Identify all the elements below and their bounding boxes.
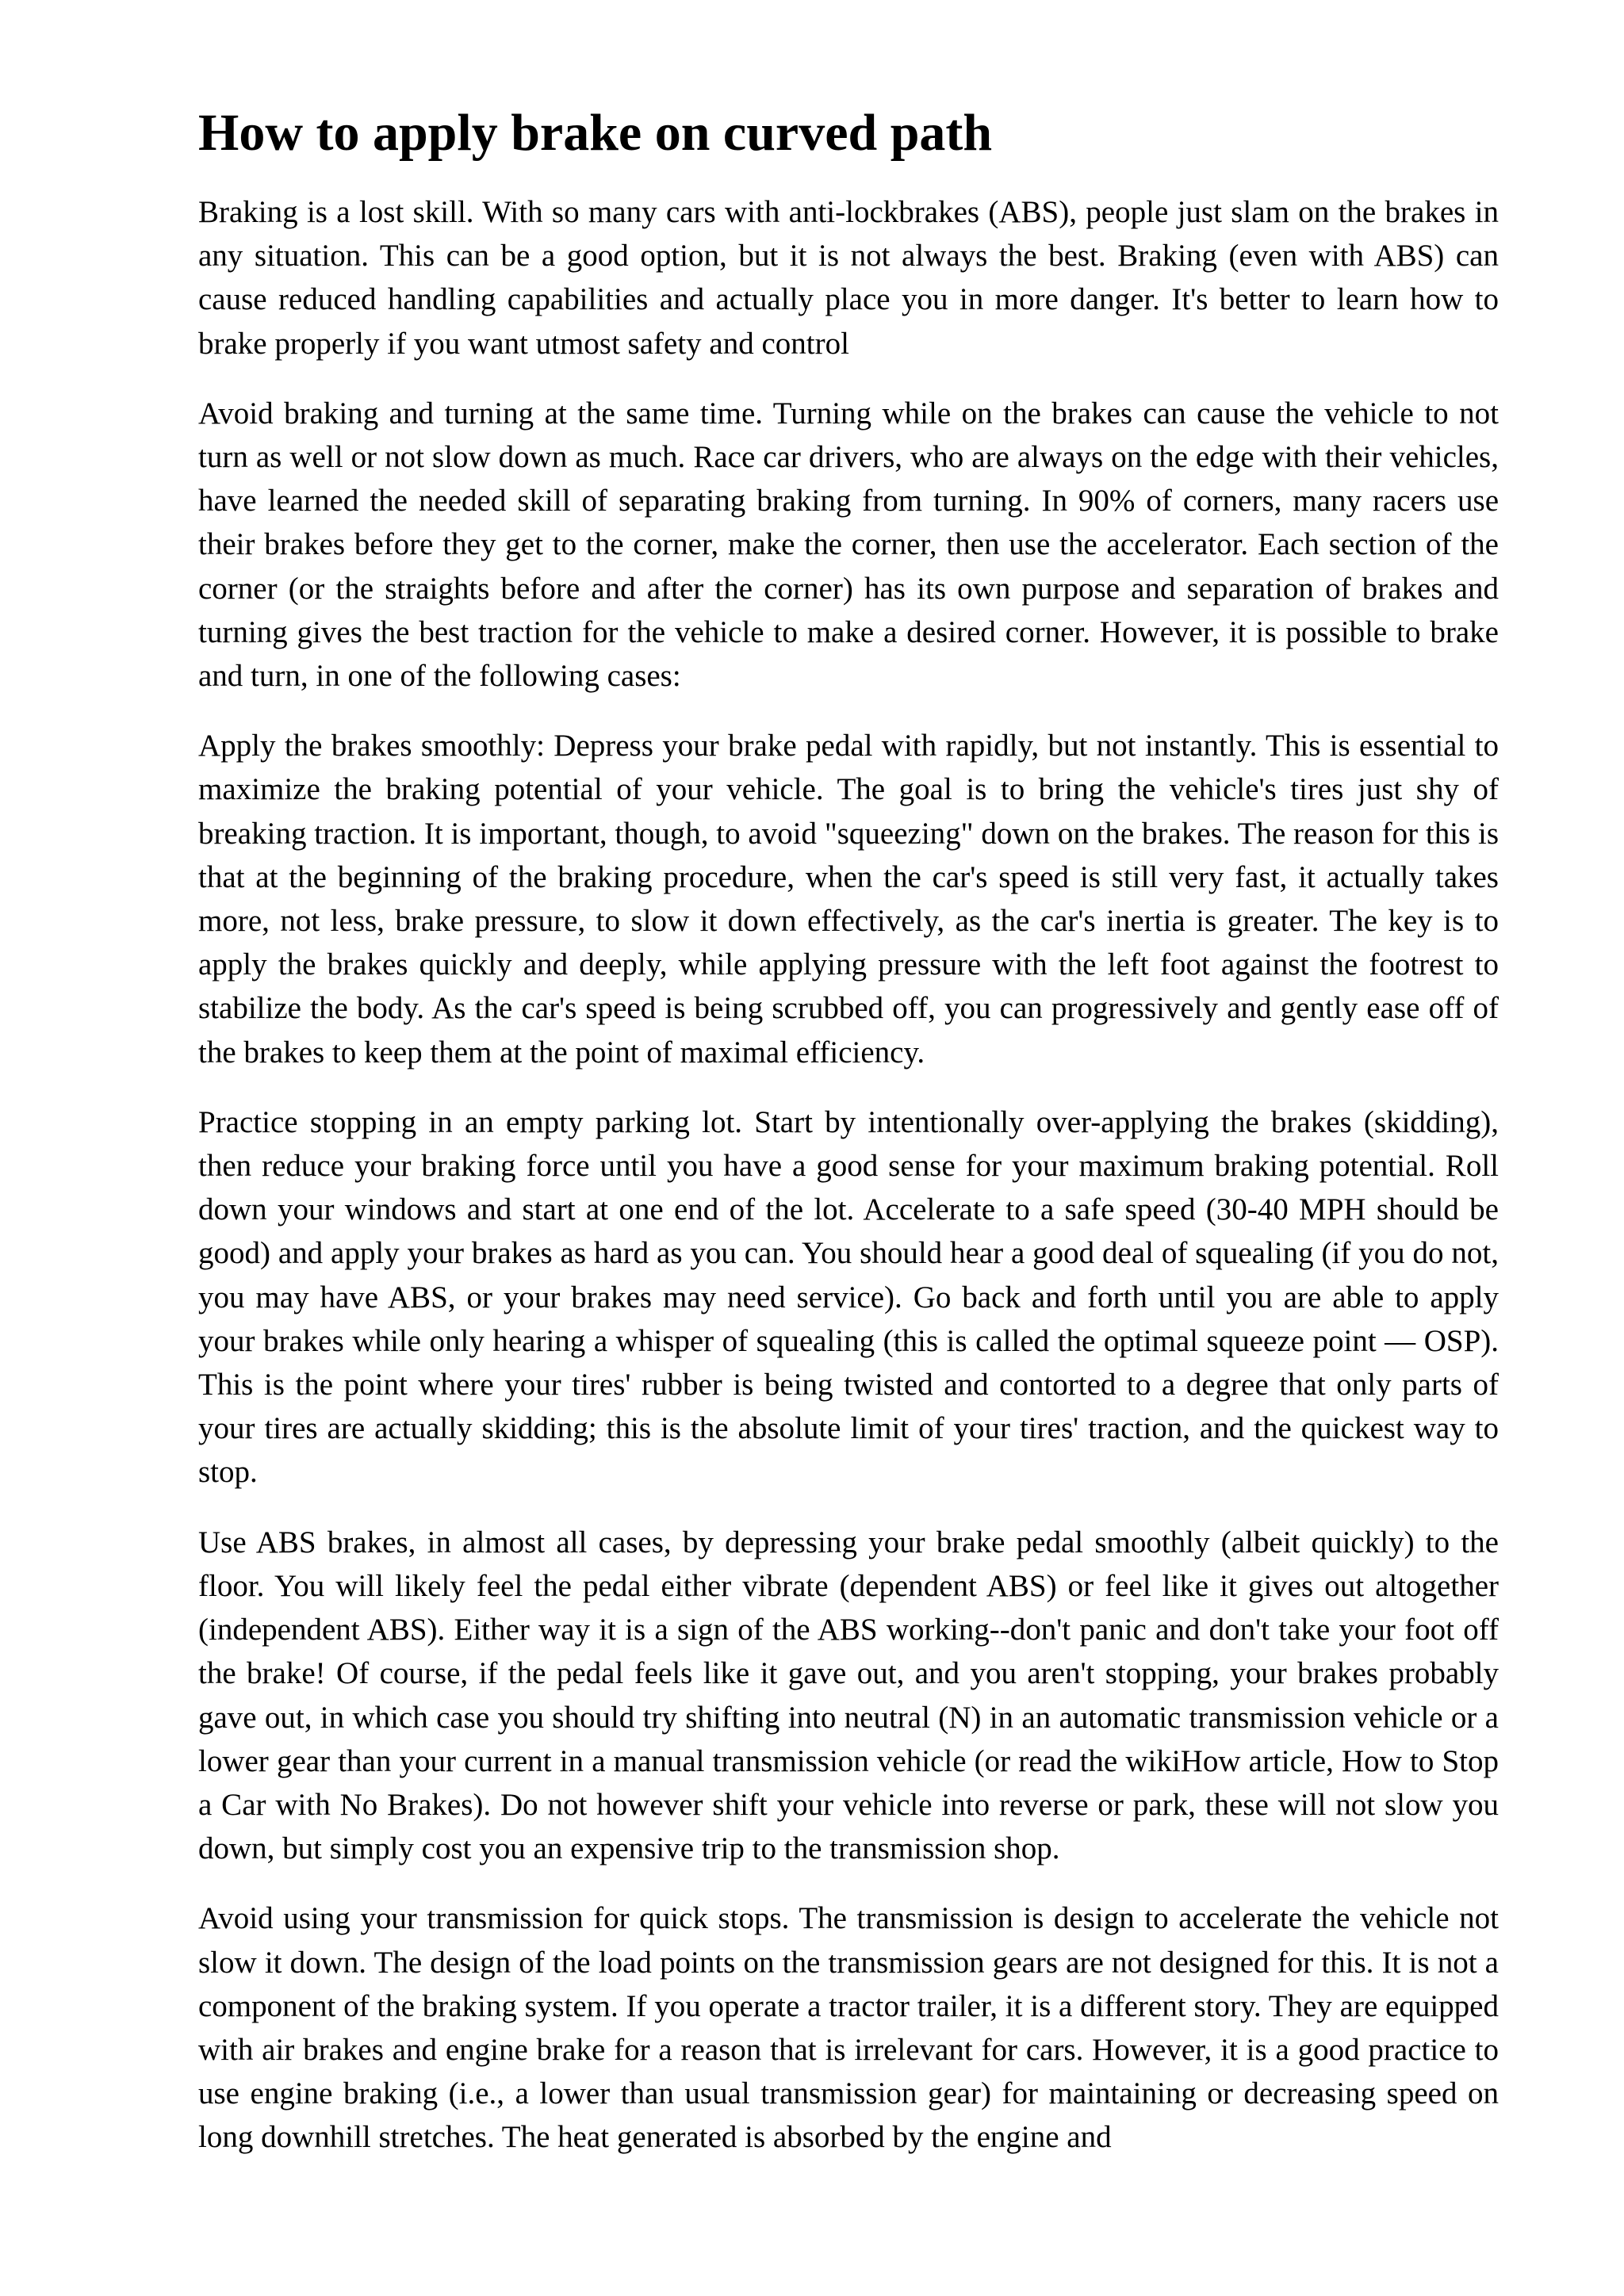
document-title: How to apply brake on curved path xyxy=(198,104,993,162)
paragraph-avoid-transmission: Avoid using your transmission for quick stops. The transmission is design to accelerate the vehicle not slow it down. The design of the load points on the transmission gears are not designed for this. It is not a component of the braking system. If you operate a tractor trailer, it is a different story. They are equipped with air brakes and engine brake for a reason that is irrelevant for cars. However, it is a good practice to use engine braking (i.e., a lower than usual transmission gear) for maintaining or decreasing speed on long downhill stretches. The heat generated is absorbed by the engine and xyxy=(198,1901,1499,2155)
document-page xyxy=(198,94,1499,2186)
paragraph-braking-skill: Braking is a lost skill. With so many cars with anti-lockbrakes (ABS), people just slam on the brakes in any situation. This can be a good option, but it is not always the best. Braking (even with ABS) can cause reduced handling capabilities and actually place you in more danger. It's better to learn how to brake properly if you want utmost safety and control xyxy=(198,195,1499,361)
paragraph-apply-smoothly: Apply the brakes smoothly: Depress your brake pedal with rapidly, but not instantly. This is essential to maximize the braking potential of your vehicle. The goal is to bring the vehicle's tires just shy of breaking traction. It is important, though, to avoid "squeezing" down on the brakes. The reason for this is that at the beginning of the braking procedure, when the car's speed is still very fast, it actually takes more, not less, brake pressure, to slow it down effectively, as the car's inertia is greater. The key is to apply the brakes quickly and deeply, while applying pressure with the left foot against the footrest to stabilize the body. As the car's speed is being scrubbed off, you can progressively and gently ease off of the brakes to keep them at the point of maximal efficiency. xyxy=(198,729,1499,1070)
paragraph-practice-stopping: Practice stopping in an empty parking lot. Start by intentionally over-applying the brakes (skidding), then reduce your braking force until you have a good sense for your maximum braking potential. Roll down your windows and start at one end of the lot. Accelerate to a safe speed (30-40 MPH should be good) and apply your brakes as hard as you can. You should hear a good deal of squealing (if you do not, you may have ABS, or your brakes may need service). Go back and forth until you are able to apply your brakes while only hearing a whisper of squealing (this is called the optimal squeeze point — OSP). This is the point where your tires' rubber is being twisted and contorted to a degree that only parts of your tires are actually skidding; this is the absolute limit of your tires' traction, and the quickest way to stop. xyxy=(198,1104,1499,1490)
paragraph-avoid-braking-turning: Avoid braking and turning at the same time. Turning while on the brakes can cause the vehicle to not turn as well or not slow down as much. Race car drivers, who are always on the edge with their vehicles, have learned the needed skill of separating braking from turning. In 90% of corners, many racers use their brakes before they get to the corner, make the corner, then use the accelerator. Each section of the corner (or the straights before and after the corner) has its own purpose and separation of brakes and turning gives the best traction for the vehicle to make a desired corner. However, it is possible to brake and turn, in one of the following cases: xyxy=(198,396,1499,694)
paragraph-use-abs: Use ABS brakes, in almost all cases, by depressing your brake pedal smoothly (albeit quickly) to the floor. You will likely feel the pedal either vibrate (dependent ABS) or feel like it gives out altogether (independent ABS). Either way it is a sign of the ABS working--don't panic and don't take your foot off the brake! Of course, if the pedal feels like it gave out, and you aren't stopping, your brakes probably gave out, in which case you should try shifting into neutral (N) in an automatic transmission vehicle or a lower gear than your current in a manual transmission vehicle (or read the wikiHow article, How to Stop a Car with No Brakes). Do not however shift your vehicle into reverse or park, these will not slow you down, but simply cost you an expensive trip to the transmission shop. xyxy=(198,1525,1499,1866)
